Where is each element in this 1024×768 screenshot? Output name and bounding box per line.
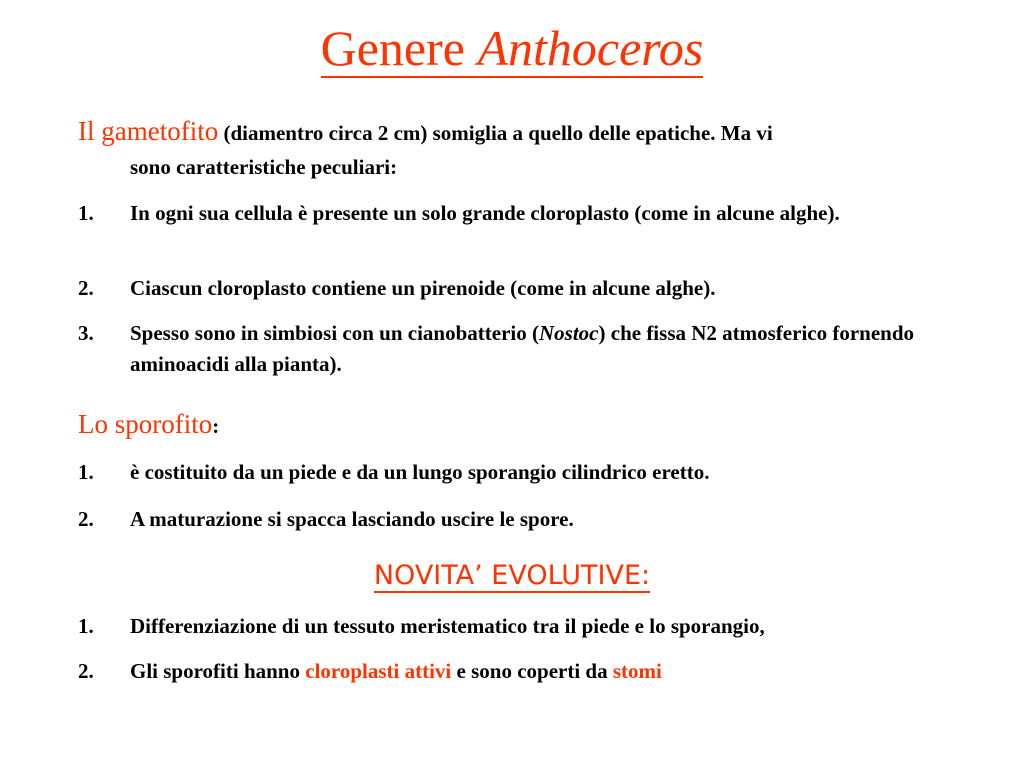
list-text: Differenziazione di un tessuto meristematico tra il piede e lo sporangio,	[130, 614, 765, 638]
list-number: 2.	[78, 659, 94, 683]
gametofito-item-2	[78, 273, 958, 304]
sporofito-heading-text: Lo sporofito	[78, 409, 213, 439]
gametofito-intro-line1: (diamentro circa 2 cm) somiglia a quello delle epatiche. Ma vi	[218, 121, 773, 145]
gametofito-heading: Il gametofito	[78, 116, 219, 146]
gametofito-intro	[78, 114, 958, 184]
list-text-before: Spesso sono in simbiosi con un cianobatterio (	[130, 321, 539, 345]
gametofito-item-1	[78, 198, 958, 229]
list-text: A maturazione si spacca lasciando uscire le spore.	[130, 507, 574, 531]
sporofito-heading	[78, 404, 219, 446]
list-text: In ogni sua cellula è presente un solo grande cloroplasto (come in alcune alghe).	[130, 201, 840, 225]
novita-item-1	[78, 611, 958, 642]
list-text	[78, 656, 958, 687]
list-text-before: Gli sporofiti hanno	[130, 659, 306, 683]
list-number: 1.	[78, 614, 94, 638]
novita-item-2	[78, 656, 958, 687]
highlight-cloroplasti: cloroplasti attivi	[305, 659, 452, 683]
slide-title	[0, 16, 1024, 80]
list-number: 3.	[78, 321, 94, 345]
novita-heading-text: NOVITA’ EVOLUTIVE:	[373, 560, 651, 591]
list-text: Ciascun cloroplasto contiene un pirenoide (come in alcune alghe).	[130, 276, 716, 300]
list-text-italic: Nostoc	[539, 321, 599, 345]
list-text	[78, 318, 958, 380]
list-number: 1.	[78, 460, 94, 484]
slide-title-underline	[321, 20, 704, 78]
list-number: 1.	[78, 201, 94, 225]
list-text-after: ) che fissa N2 atmosferico fornendo aminoacidi alla pianta).	[130, 321, 915, 376]
title-plain: Genere	[320, 20, 478, 76]
title-italic: Anthoceros	[477, 20, 704, 76]
list-number: 2.	[78, 507, 94, 531]
list-text: è costituito da un piede e da un lungo sporangio cilindrico eretto.	[130, 460, 710, 484]
novita-heading	[0, 556, 1024, 596]
highlight-stomi: stomi	[612, 659, 662, 683]
sporofito-item-1	[78, 457, 958, 488]
list-number: 2.	[78, 276, 94, 300]
sporofito-item-2	[78, 504, 958, 535]
gametofito-intro-line2: sono caratteristiche peculiari:	[130, 155, 398, 179]
gametofito-item-3	[78, 318, 958, 380]
list-text-middle: e sono coperti da	[451, 659, 613, 683]
sporofito-heading-colon: :	[212, 414, 220, 438]
